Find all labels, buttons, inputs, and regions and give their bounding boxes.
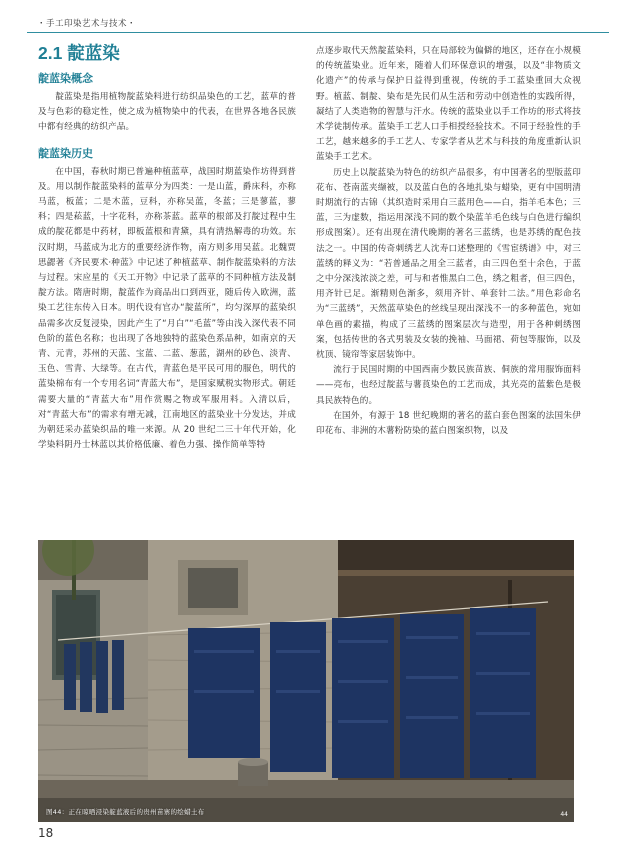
left-column <box>38 70 296 453</box>
header-rule <box>27 32 609 33</box>
right-column <box>316 44 581 439</box>
photo-number: 44 <box>560 811 568 818</box>
subheading-concept: 靛蓝染概念 <box>38 73 93 85</box>
paragraph-products: 历史上以靛蓝染为特色的纺织产品很多，有中国著名的型版蓝印花布、苍南蓝夹缬被，以及蓝白色的各地扎染与蜡染，更有中国明清时期流行的古锦（其织造时采用白三蓝用色——白，指羊毛本色；三蓝，三为虚数，指运用深浅不同的数个染蓝羊毛色线与白色进行编织形成图案）。还有出现在清代晚期的著名三蓝绣，也是苏绣的配色技法之一。中国的传奇刺绣艺人沈寿口述整理的《雪宦绣谱》中，对三蓝绣的释义为：“若普通品之用全三蓝者，由三四色至十余色，于蓝之中分深浅浓淡之差，可与和者惟黑白二色，绣之粗者，但三四色，用齐针已足。渐精则色渐多，须用齐针、单套针二法。”用色彩命名为“三蓝绣”，天然蓝草染色的丝线呈现出深浅不一的多种蓝色，宛如单色画的素描，构成了三蓝绣的图案层次与造型，用于各种刺绣图案，包括传世的各式男装及女装的挽袖、马面裙、荷包等服饰，以及枕顶、镜帘等家居装饰中。 <box>316 167 581 361</box>
photo-illustration <box>38 540 574 822</box>
paragraph-abroad: 在国外，有源于 18 世纪晚期的著名的蓝白套色图案的法国朱伊印花布、非洲的木薯粉防染的蓝白图案织物，以及 <box>316 410 581 437</box>
page-number: 18 <box>38 826 54 840</box>
section-title: 2.1 靛蓝染 <box>38 43 120 63</box>
paragraph-history: 在中国，春秋时期已普遍种植蓝草，战国时期蓝染作坊得到普及。用以制作靛蓝染料的蓝草分为四类：一是山蓝，爵床科，亦称马蓝，板蓝；二是木蓝，豆科，亦称吴蓝，冬蓝；三是蓼蓝，蓼科；四是菘蓝，十字花科，亦称茶蓝。蓝草的根部及打靛过程中生成的靛花都是中药材，即板蓝根和青黛，具有清热解毒的功效。东汉时期，马蓝成为北方的重要经济作物，南方则多用吴蓝。北魏贾思勰著《齐民要术·种蓝》中记述了种植蓝草、制作靛蓝染料的方法与过程。宋应星的《天工开物》中记录了蓝草的不同种植方法及制靛方法。隋唐时期，靛蓝作为商品出口到西亚，随后传入欧洲，蓝染工艺往东传入日本。明代设有官办“靛蓝所”，均匀深厚的蓝染织品需多次反复浸染，因此产生了“月白”“毛蓝”等由浅入深代表不同色阶的蓝色名称；也出现了各地独特的蓝染色系品种，如南京的天青、元青，苏州的天蓝、宝蓝、二蓝、葱蓝，湖州的砂色、淡青、玉色、雪青、大绿等。在古代，青蓝色是平民可用的服色，明代的蓝染棉布有一个专用名词“青蓝大布”，是国家赋税实物形式。朝廷需要大量的“青蓝大布”用作赏赐之物或军服用料。入清以后，对“青蓝大布”的需求有增无减，江南地区的蓝染业十分发达，并成为朝廷采办蓝染织品的唯一来源。从 20 世纪二三十年代开始，化学染料阴丹士林蓝以其价格低廉、着色力强、操作简单等特 <box>38 166 296 451</box>
paragraph-concept: 靛蓝染是指用植物靛蓝染料进行纺织品染色的工艺，蓝草的普及与色彩的稳定性，使之成为植物染中的代表，在世界各地各民族中都有经典的纺织产品。 <box>38 92 296 133</box>
photo-caption: 图44：正在晾晒浸染靛蓝液后的贵州苗寨的绘蜡土布 <box>46 808 205 816</box>
subheading-history: 靛蓝染历史 <box>38 147 93 160</box>
paragraph-history-cont: 点逐步取代天然靛蓝染料，只在局部较为偏僻的地区，还存在小规模的传统蓝染业。近年来，随着人们环保意识的增强，以及“非物质文化遗产”的传承与保护日益得到重视，传统的手工蓝染重回大众视野。植蓝、制靛、染布是先民们从生活和劳动中创造性的实践所得，凝结了人类造物的智慧与汗水。传统的蓝染业以手工作坊的形式将技术学徒制传承。蓝染手工艺人口手相授经验技术。不同于经验性的手工艺，越来越多的手工艺人、专家学者从艺术与科技的角度重新认识蓝染手工艺术。 <box>316 46 581 163</box>
header-title: ・手工印染艺术与技术・ <box>37 19 137 29</box>
running-header <box>27 13 609 35</box>
photo-drying-indigo-cloth <box>38 540 574 822</box>
paragraph-liangbu: 流行于民国时期的中国西南少数民族苗族、侗族的常用服饰面料——亮布，也经过靛蓝与薯莨染色的工艺而成，其光亮的蓝紫色是极具民族特色的。 <box>316 365 581 406</box>
